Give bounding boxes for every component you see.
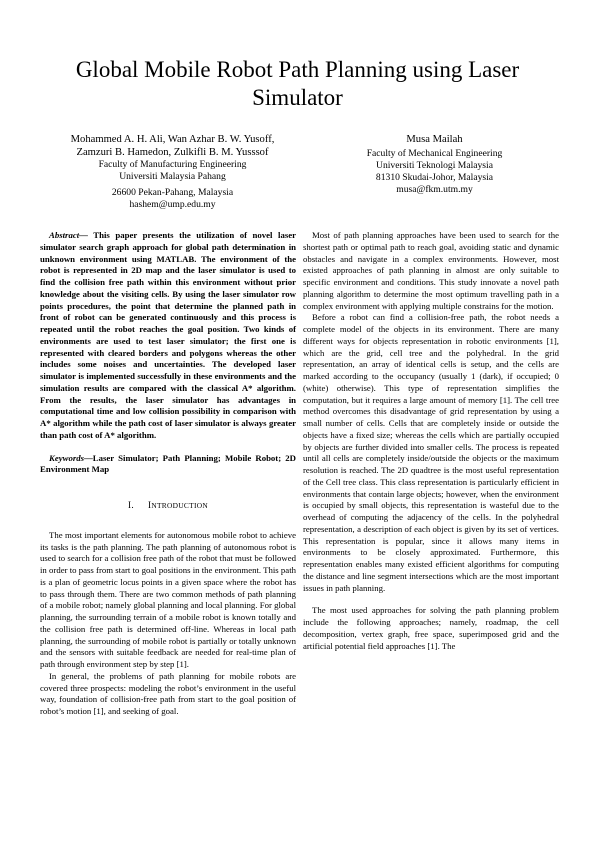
paragraph-intro-1: The most important elements for autonomous mobile robot to achieve its tasks is the path planning. The path planning of autonomous robot is used to search for a collision free path of the robot that must be followed in order to pass from start to goal positions in the environment. This path is a plan of geometric locus points in a given space where the robot has to pass through them. There are two common methods of path planning of a mobile robot; namely global planning and local planning. For global planning, the surrounding terrain of a mobile robot is known totally and the collision free path is determined off-line. Whereas in local path planning, the surrounding of mobile robot is partially or totally unknown and the sensors with suitable feedback are needed for real-time plan of path through environment step by step [1]. <box>40 529 296 669</box>
author-affiliation-university: Universiti Teknologi Malaysia <box>376 160 493 171</box>
keywords-lead: Keywords <box>49 452 84 463</box>
paragraph-right-3: The most used approaches for solving the path planning problem include the following approaches; namely, roadmap, the cell decomposition, vertex graph, free space, superimposed grid and the artificial potential field approaches [1]. The <box>303 605 559 651</box>
author-address: 26600 Pekan-Pahang, Malaysia <box>111 187 234 198</box>
abstract-lead: Abstract <box>49 230 80 240</box>
paragraph-right-2: Before a robot can find a collision-free path, the robot needs a complete model of the objects in its environment. There are many different ways for objects representation in robotic environments [1], which are the grid, cell tree and the polyhedral. In the grid representation, an array of identical cells is setup, and the cells are marked according to the occupancy (usually 1 (dark), if occupied; 0 (white) otherwise). This type of representation simplifies the computation, but it requires a large amount of memory [1]. The cell tree method overcomes this disadvantage of grid representation by using a small number of cells. Cells that are completely inside or outside the objects have a fixed size; whereas the cells which are partially occupied by objects are further divided into smaller cells. The process is repeated until all cells are completely inside/outside the objects or the maximum resolution is reached. The 2D quadtree is the most useful representation of the Cell tree class. This class representation is particularly efficient in environments that contain large objects; however, when the environment is occupied by small objects, this representation is wasteful due to the overhead of computing the adjacency of the cells. In the polyhedral representation, a description of each object is given by its set of vertices. This representation is popular, since it allows many items in environments to be closely approximated. Furthermore, this representation enables many existed efficient algorithms for computing the distance and line segment intersections which are the most important issues in path planning. <box>303 312 559 593</box>
section-number: I. <box>127 500 134 510</box>
author-email: musa@fkm.utm.my <box>396 184 473 195</box>
section-title-rest: NTRODUCTION <box>151 501 209 510</box>
author-name: Musa Mailah <box>406 134 463 145</box>
author-affiliation-faculty: Faculty of Manufacturing Engineering <box>98 159 247 170</box>
section-heading-introduction <box>40 500 296 512</box>
author-names-line2: Zamzuri B. Hamedon, Zulkifli B. M. Yusssof <box>76 147 269 158</box>
author-affiliation-faculty: Faculty of Mechanical Engineering <box>366 148 503 159</box>
author-block-left <box>40 133 305 211</box>
column-left <box>40 230 296 718</box>
column-right <box>303 230 559 652</box>
keywords <box>40 453 296 477</box>
author-address: 81310 Skudai-Johor, Malaysia <box>375 172 494 183</box>
section-title-initial: I <box>147 500 152 510</box>
author-block-right <box>312 133 557 196</box>
keywords-text: —Laser Simulator; Path Planning; Mobile Robot; 2D Environment Map <box>40 452 296 475</box>
author-email: hashem@ump.edu.my <box>129 199 216 210</box>
abstract <box>40 230 296 442</box>
paragraph-intro-2: In general, the problems of path planning for mobile robots are covered three prospects: modeling the robot’s environment in the useful way, foundation of collision-free path from start to the goal position of robot’s motion [1], and seeking of goal. <box>40 670 296 716</box>
author-affiliation-university: Universiti Malaysia Pahang <box>119 171 226 182</box>
author-names-line1: Mohammed A. H. Ali, Wan Azhar B. W. Yusoff, <box>70 134 275 145</box>
abstract-text: — This paper presents the utilization of novel laser simulator search graph approach for global path determination in unknown environment using MATLAB. The environment of the robot is represented in 2D map and the laser simulator is used to find the collision free path within this environment without prior knowledge about the visiting cells. By using the laser simulator row points procedures, the point that determine the planned path in front of robot can be generated continuously and this process is repeated until the robot reaches the goal position. Two kinds of environments are used to test laser simulator; the first one is represented with cleared borders and polygons whereas the other includes some noises and uncertainties. The developed laser simulator is implemented successfully in these environments and the simulation results are compared with the classical A* algorithm. From the results, the laser simulator has advantages in computational time and low collision possibility in comparison with A* algorithm while the path cost of laser simulator is always greater than path cost of A* algorithm. <box>40 230 296 440</box>
paper-title: Global Mobile Robot Path Planning using Laser Simulator <box>75 57 520 110</box>
paragraph-right-1: Most of path planning approaches have been used to search for the shortest path or optimal path to reach goal, avoiding static and dynamic obstacles and navigate in a complex environments. However, most existed approaches of path planning in almost are only suitable to specific environment and conditions. This study innovate a novel path planning algorithm to determine the most optimum travelling path in a complex environment with applying multiple constrains for the motion. <box>303 230 559 311</box>
